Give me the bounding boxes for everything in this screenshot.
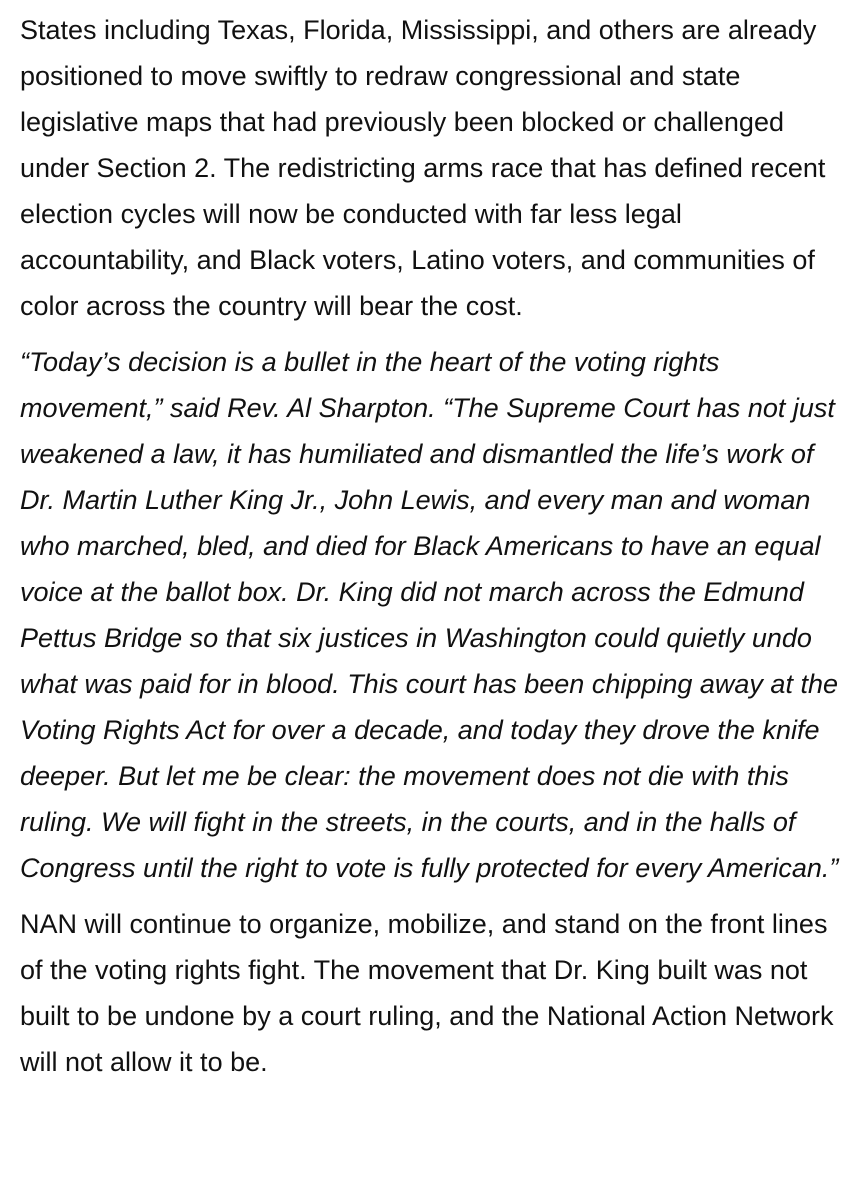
sharpton-quote: “Today’s decision is a bullet in the heart of the voting rights movement,” said Rev. Al Sharpton. “The Supreme Court has not just weakened a law, it has humiliated and dismantled the life’s work of Dr. Martin Luther King Jr., John Lewis, and every man and woman who marched, bled, and died for Black Americans to have an equal voice at the ballot box. Dr. King did not march across the Edmund Pettus Bridge so that six justices in Washington could quietly undo what was paid for in blood. This court has been chipping away at the Voting Rights Act for over a decade, and today they drove the knife deeper. But let me be clear: the movement does not die with this ruling. We will fight in the streets, in the courts, and in the halls of Congress until the right to vote is fully protected for every American.” bbox=[20, 347, 839, 883]
article-body bbox=[20, 7, 846, 1085]
paragraph-nan-statement: NAN will continue to organize, mobilize, and stand on the front lines of the voting rights fight. The movement that Dr. King built was not built to be undone by a court ruling, and the National Action Network will not allow it to be. bbox=[20, 909, 834, 1077]
paragraph-redistricting: States including Texas, Florida, Mississippi, and others are already positioned to move swiftly to redraw congressional and state legislative maps that had previously been blocked or challenged under Section 2. The redistricting arms race that has defined recent election cycles will now be conducted with far less legal accountability, and Black voters, Latino voters, and communities of color across the country will bear the cost. bbox=[20, 15, 826, 321]
